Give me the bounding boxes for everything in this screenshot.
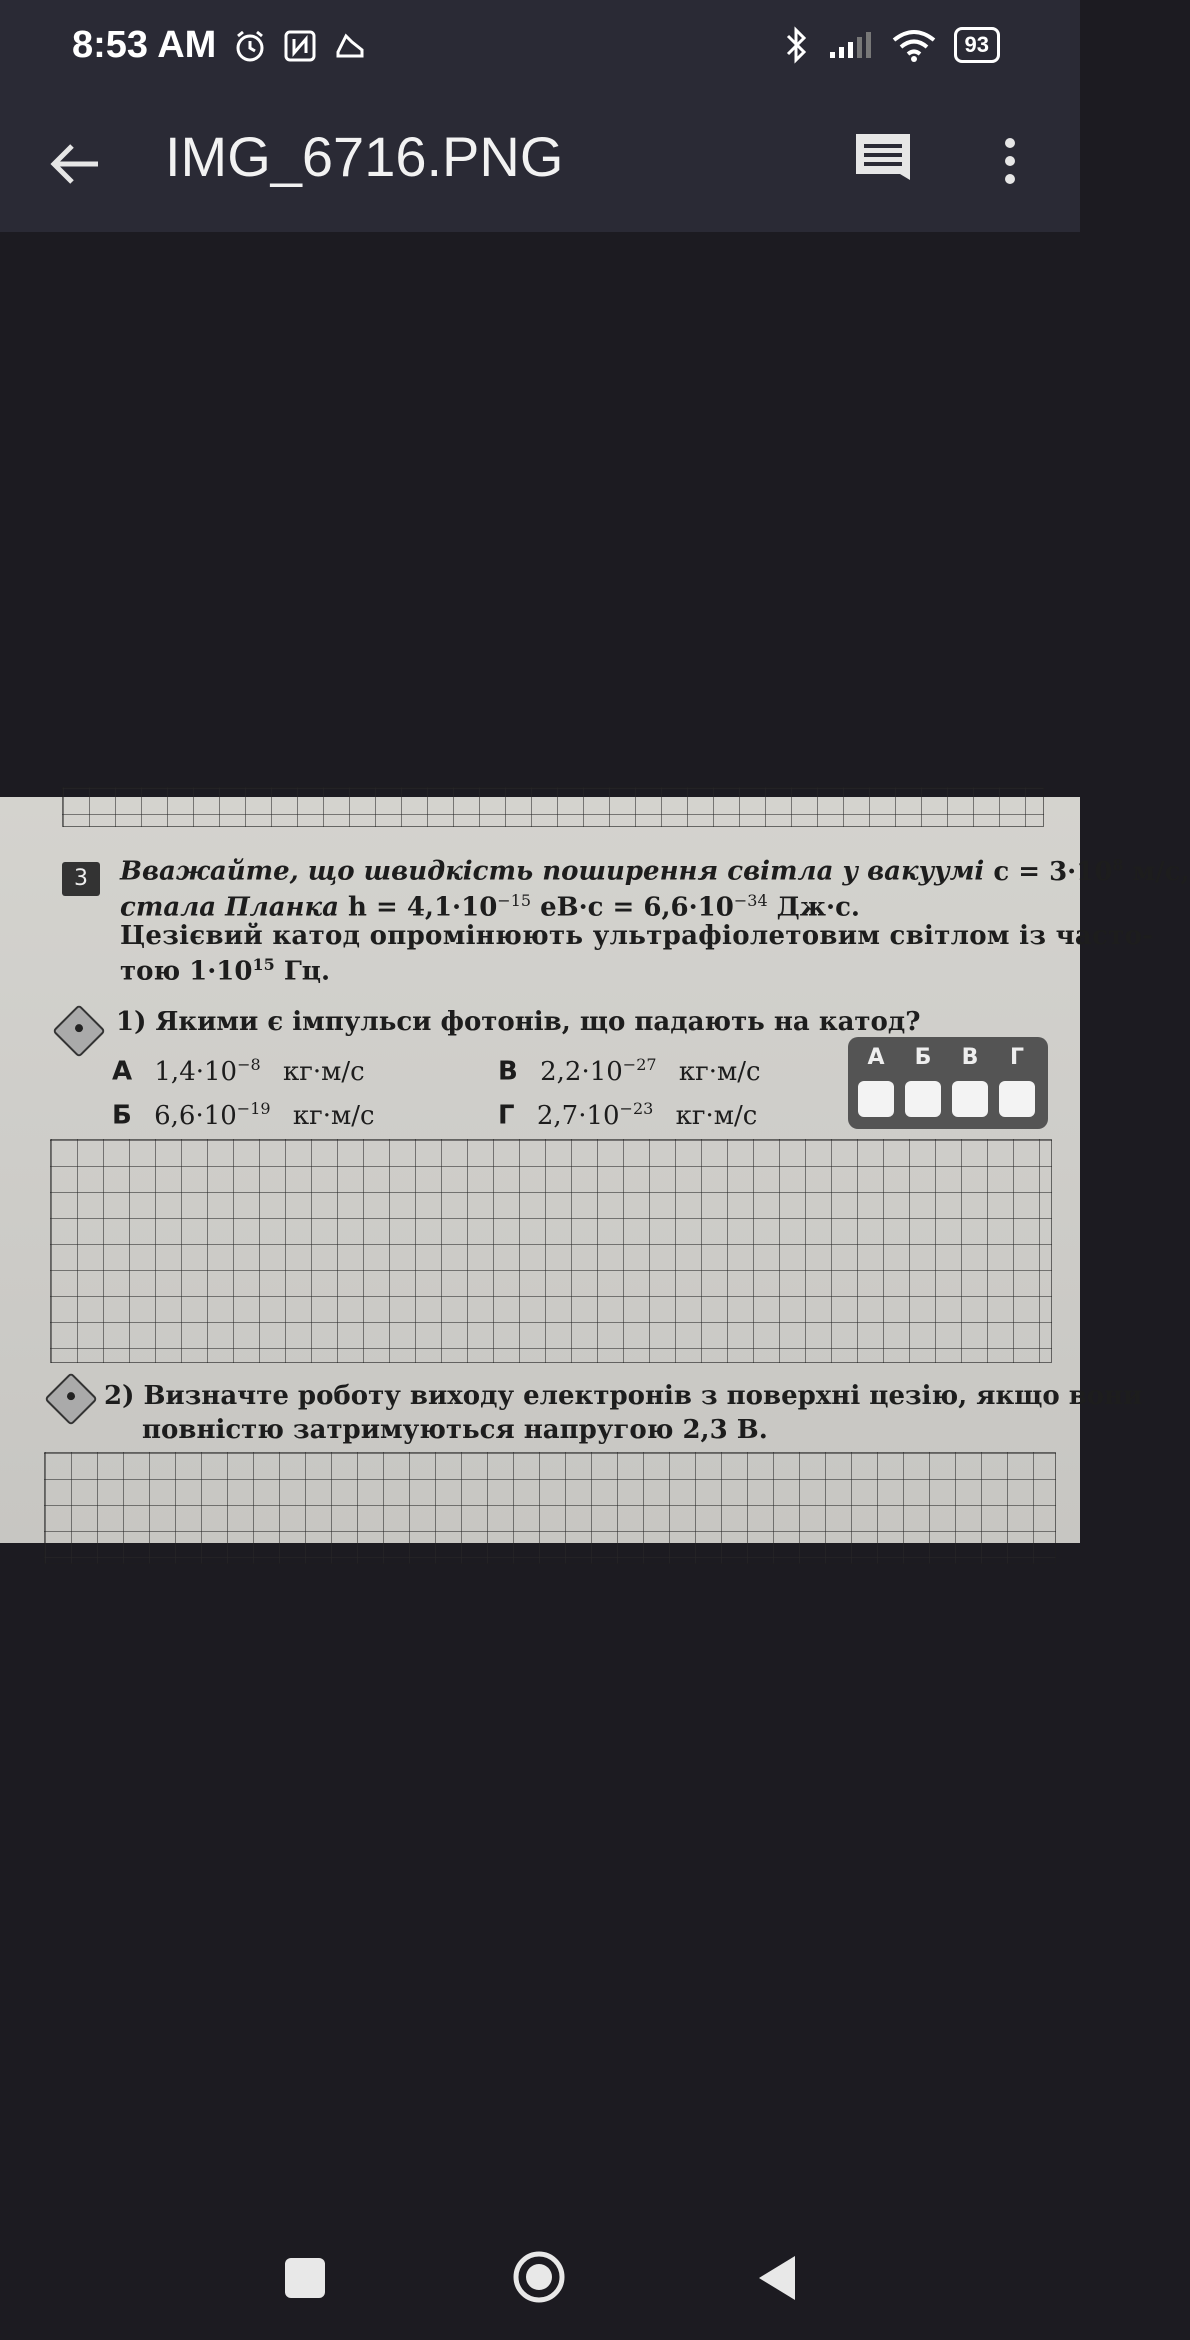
option-letter: Г [498, 1100, 515, 1131]
option-unit: кг·м/с [292, 1100, 375, 1131]
status-icons-left [232, 28, 368, 64]
task-number-badge: 3 [62, 862, 100, 896]
answer-letter: Г [1009, 1045, 1025, 1070]
option-letter: А [112, 1056, 133, 1087]
app-bar [0, 96, 1080, 232]
option-g [498, 1099, 757, 1131]
planck-label: стала Планка [120, 892, 339, 923]
nfc-icon [282, 28, 318, 64]
intro-line1-text: Вважайте, що швидкість поширення світла у вакуумі [120, 856, 985, 887]
frequency-unit: Гц. [274, 956, 331, 987]
planck-ev-exp: −15 [497, 891, 532, 910]
image-viewer-photo[interactable] [0, 797, 1190, 1543]
option-unit: кг·м/с [678, 1056, 761, 1087]
status-bar [0, 0, 1080, 96]
answer-cell [952, 1081, 988, 1117]
trainers-icon [332, 28, 368, 64]
signal-icon [828, 30, 874, 60]
option-value: 1,4·10 [154, 1056, 238, 1087]
more-vert-icon [1005, 138, 1015, 184]
intro-line-1 [120, 855, 1190, 887]
question-2-line-1: 2) Визначте роботу виходу електронів з поверхні цезію, якщо вони [104, 1381, 1143, 1411]
option-value: 2,7·10 [536, 1100, 620, 1131]
speed-value: c = 3·10 [993, 856, 1113, 887]
planck-j-exp: −34 [733, 891, 768, 910]
difficulty-diamond-icon [52, 1004, 106, 1058]
back-button[interactable] [40, 128, 112, 200]
context-line-2 [120, 955, 330, 987]
comment-button[interactable] [848, 126, 918, 196]
frequency-value: тою 1·10 [120, 956, 253, 987]
work-grid-q2 [44, 1452, 1056, 1564]
question-1: 1) Якими є імпульси фотонів, що падають на катод? [116, 1007, 921, 1037]
option-letter: Б [112, 1100, 132, 1131]
option-b [112, 1099, 375, 1131]
file-title: IMG_6716.PNG [165, 125, 564, 188]
bluetooth-icon [782, 26, 810, 64]
answer-grid-top [62, 787, 1044, 827]
option-a [112, 1055, 365, 1087]
option-letter: В [498, 1056, 518, 1087]
answer-cell [905, 1081, 941, 1117]
alarm-icon [232, 28, 268, 64]
wifi-icon [892, 28, 936, 62]
option-value: 6,6·10 [154, 1100, 237, 1131]
option-value: 2,2·10 [540, 1056, 623, 1087]
planck-unit: Дж·с. [767, 892, 860, 923]
speed-exponent: 8 [1112, 855, 1124, 874]
speed-of-light [993, 857, 1189, 887]
work-grid-q1 [50, 1139, 1052, 1363]
intro-line-2 [120, 891, 860, 923]
recents-icon[interactable] [285, 2258, 325, 2298]
more-options-button[interactable] [985, 126, 1035, 196]
option-exp: −19 [236, 1099, 271, 1118]
home-icon[interactable] [512, 2250, 566, 2304]
answer-letter: В [961, 1045, 979, 1070]
planck-mid: еВ·с = 6,6·10 [531, 892, 734, 923]
status-icons-right [782, 26, 1000, 64]
option-exp: −27 [622, 1055, 657, 1074]
answer-cell [999, 1081, 1035, 1117]
speed-unit: м/с, [1123, 856, 1190, 887]
answer-cell [858, 1081, 894, 1117]
back-icon[interactable] [755, 2252, 799, 2304]
difficulty-diamond-icon [44, 1372, 98, 1426]
navigation-bar [0, 2230, 1080, 2340]
context-line-1: Цезієвий катод опромінюють ультрафіолетовим світлом із часто- [120, 921, 1154, 951]
option-exp: −23 [619, 1099, 654, 1118]
frequency-exp: 15 [252, 955, 275, 974]
answer-box [848, 1037, 1048, 1129]
answer-letter: А [867, 1045, 885, 1070]
battery-icon: 93 [954, 27, 1000, 63]
question-2-line-2: повністю затримуються напругою 2,3 В. [142, 1415, 768, 1445]
arrow-left-icon [54, 146, 98, 182]
option-exp: −8 [237, 1055, 261, 1074]
option-v [498, 1055, 761, 1087]
option-unit: кг·м/с [282, 1056, 365, 1087]
answer-letter: Б [914, 1045, 932, 1070]
option-unit: кг·м/с [675, 1100, 758, 1131]
status-time: 8:53 AM [72, 24, 217, 66]
planck-ev: h = 4,1·10 [338, 892, 498, 923]
